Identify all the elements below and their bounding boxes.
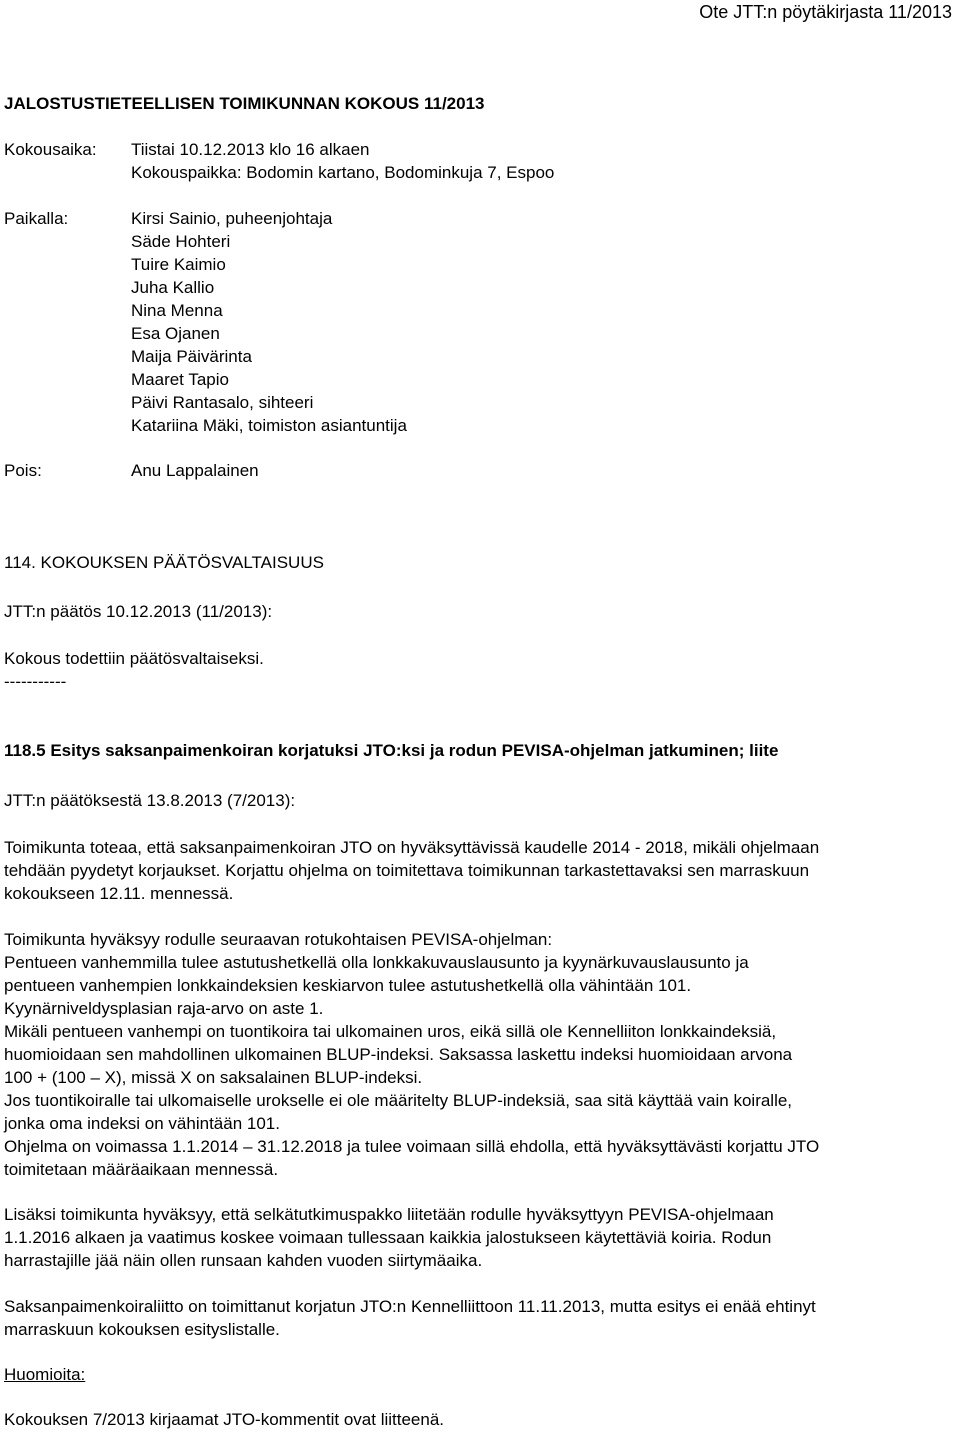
attendee: Katariina Mäki, toimiston asiantuntija: [131, 416, 407, 435]
meeting-title: JALOSTUSTIETEELLISEN TOIMIKUNNAN KOKOUS 11/2013: [4, 94, 485, 113]
paragraph-line: Jos tuontikoiralle tai ulkomaiselle urokselle ei ole määritelty BLUP-indeksiä, saa sitä käyttää vain koiralle,: [4, 1091, 793, 1110]
item-118-heading: 118.5 Esitys saksanpaimenkoiran korjatuksi JTO:ksi ja rodun PEVISA-ohjelman jatkuminen; liite: [4, 741, 779, 760]
absent-label: Pois:: [4, 461, 42, 480]
paragraph-kennel-submission: [4, 1295, 960, 1341]
paragraph-line: kokoukseen 12.11. mennessä.: [4, 884, 234, 903]
paragraph-line: Lisäksi toimikunta hyväksyy, että selkätutkimuspakko liitetään rodulle hyväksyttyyn PEVISA-ohjelmaan: [4, 1205, 774, 1224]
attendee: Päivi Rantasalo, sihteeri: [131, 393, 314, 412]
paragraph-line: Toimikunta hyväksyy rodulle seuraavan rotukohtaisen PEVISA-ohjelman:: [4, 930, 553, 949]
paragraph-line: Saksanpaimenkoiraliitto on toimittanut korjatun JTO:n Kennelliittoon 11.11.2013, mutta esitys ei enää ehtinyt: [4, 1297, 816, 1316]
meeting-time-label: Kokousaika:: [4, 140, 97, 159]
attendee: Esa Ojanen: [131, 324, 220, 343]
present-label: Paikalla:: [4, 209, 69, 228]
paragraph-pevisa-program: [4, 928, 960, 1181]
paragraph-line: Ohjelma on voimassa 1.1.2014 – 31.12.2018 ja tulee voimaan sillä ehdolla, että hyväksyttävästi korjattu JTO: [4, 1137, 820, 1156]
notes-text: Kokouksen 7/2013 kirjaamat JTO-kommentit ovat liitteenä.: [4, 1410, 445, 1429]
meeting-place: Kokouspaikka: Bodomin kartano, Bodominkuja 7, Espoo: [131, 163, 555, 182]
item-114-text: Kokous todettiin päätösvaltaiseksi.: [4, 649, 264, 668]
item-118-decision-ref: JTT:n päätöksestä 13.8.2013 (7/2013):: [4, 791, 296, 810]
attendee: Juha Kallio: [131, 278, 215, 297]
paragraph-line: toimitetaan määräaikaan mennessä.: [4, 1160, 279, 1179]
paragraph-line: pentueen vanhempien lonkkaindeksien keskiarvon tulee astutushetkellä olla vähintään 101.: [4, 976, 692, 995]
paragraph-line: huomioidaan sen mahdollinen ulkomainen BLUP-indeksi. Saksassa laskettu indeksi huomioidaan arvona: [4, 1045, 793, 1064]
page-header-title: Ote JTT:n pöytäkirjasta 11/2013: [699, 2, 952, 22]
notes-label: Huomioita:: [4, 1365, 86, 1384]
separator: -----------: [4, 672, 67, 691]
item-114-heading: 114. KOKOUKSEN PÄÄTÖSVALTAISUUS: [4, 553, 324, 572]
attendee: Kirsi Sainio, puheenjohtaja: [131, 209, 333, 228]
paragraph-line: Mikäli pentueen vanhempi on tuontikoira tai ulkomainen uros, eikä sillä ole Kennelliiton lonkkaindeksiä,: [4, 1022, 777, 1041]
paragraph-line: Kyynärniveldysplasian raja-arvo on aste 1.: [4, 999, 324, 1018]
paragraph-line: marraskuun kokouksen esityslistalle.: [4, 1320, 280, 1339]
paragraph-line: 100 + (100 – X), missä X on saksalainen BLUP-indeksi.: [4, 1068, 423, 1087]
absent-name: Anu Lappalainen: [131, 461, 259, 480]
attendee-list: [131, 207, 407, 437]
attendee: Nina Menna: [131, 301, 223, 320]
attendee: Maaret Tapio: [131, 370, 229, 389]
paragraph-line: jonka oma indeksi on vähintään 101.: [4, 1114, 280, 1133]
paragraph-line: harrastajille jää näin ollen runsaan kahden vuoden siirtymäaika.: [4, 1251, 483, 1270]
paragraph-line: tehdään pyydetyt korjaukset. Korjattu ohjelma on toimitettava toimikunnan tarkastettavaksi sen marraskuun: [4, 861, 810, 880]
paragraph-jto-statement: [4, 836, 960, 905]
attendee: Säde Hohteri: [131, 232, 231, 251]
paragraph-spine-screening: [4, 1203, 960, 1272]
attendee: Maija Päivärinta: [131, 347, 252, 366]
paragraph-line: Toimikunta toteaa, että saksanpaimenkoiran JTO on hyväksyttävissä kaudelle 2014 - 2018, mikäli ohjelmaan: [4, 838, 820, 857]
paragraph-line: 1.1.2016 alkaen ja vaatimus koskee voimaan tullessaan kaikkia jalostukseen käytettäviä koiria. Rodun: [4, 1228, 772, 1247]
meeting-time: Tiistai 10.12.2013 klo 16 alkaen: [131, 140, 370, 159]
item-114-decision-ref: JTT:n päätös 10.12.2013 (11/2013):: [4, 602, 273, 621]
paragraph-line: Pentueen vanhemmilla tulee astutushetkellä olla lonkkakuvauslausunto ja kyynärkuvauslausunto ja: [4, 953, 749, 972]
attendee: Tuire Kaimio: [131, 255, 226, 274]
